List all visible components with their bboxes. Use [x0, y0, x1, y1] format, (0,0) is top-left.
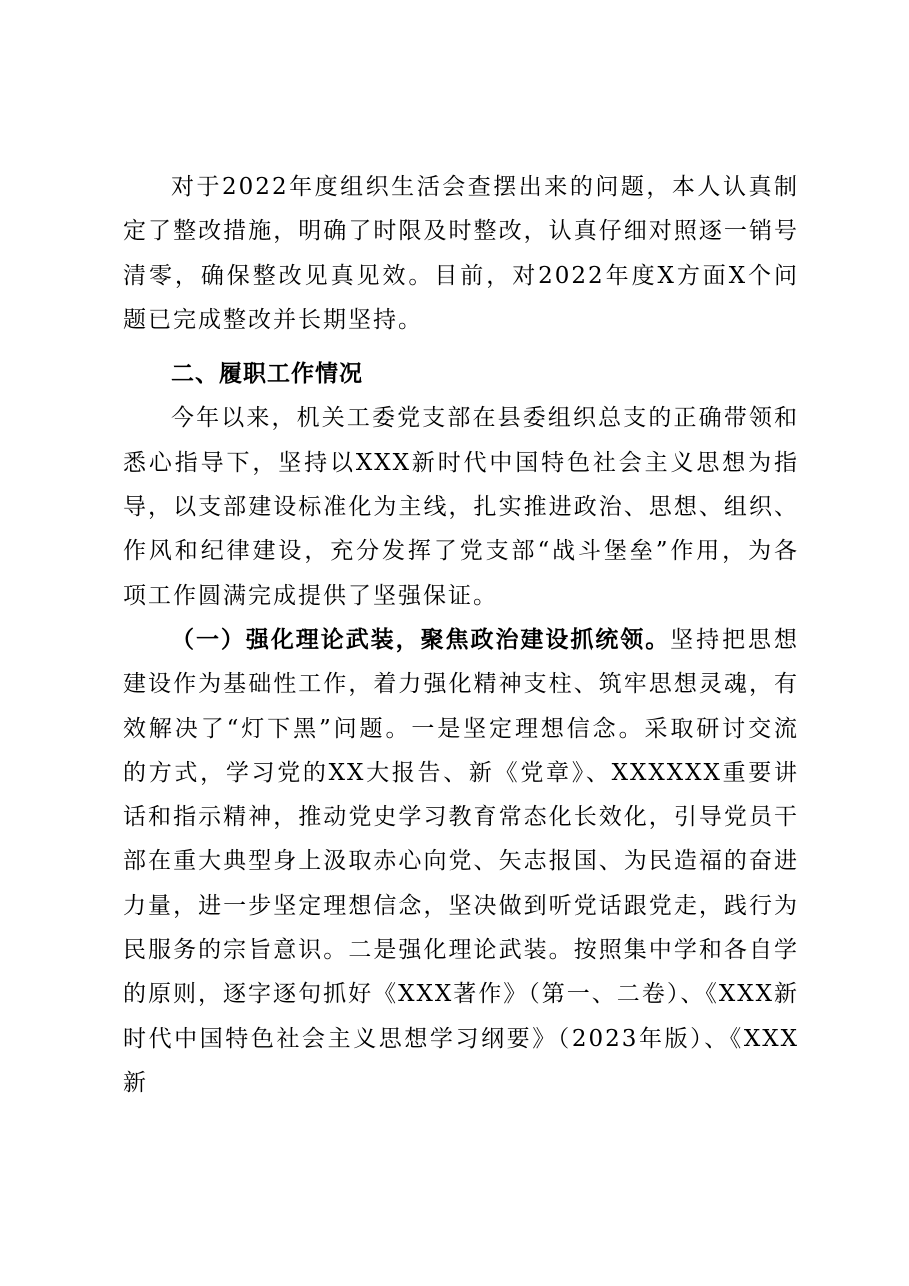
section-heading-duties: 二、履职工作情况	[171, 361, 363, 388]
subsection-heading-theory: （一）强化理论武装，聚焦政治建设抓统领。	[171, 626, 671, 653]
paragraph-theory-armament	[123, 618, 799, 1105]
paragraph-duties-overview: 今年以来，机关工委党支部在县委组织总支的正确带领和悉心指导下，坚持以XXX新时代中国特色社会主义思想为指导，以支部建设标准化为主线，扎实推进政治、思想、组织、作风和纪律建设，充分发挥了党支部“战斗堡垒”作用，为各项工作圆满完成提供了坚强保证。	[123, 405, 799, 609]
subsection-body-theory: 坚持把思想建设作为基础性工作，着力强化精神支柱、筑牢思想灵魂，有效解决了“灯下黑”问题。一是坚定理想信念。采取研讨交流的方式，学习党的XX大报告、新《党章》、XXXXXX重要讲话和指示精神，推动党史学习教育常态化长效化，引导党员干部在重大典型身上汲取赤心向党、矢志报国、为民造福的奋进力量，进一步坚定理想信念，坚决做到听党话跟党走，践行为民服务的宗旨意识。二是强化理论武装。按照集中学和各自学的原则，逐字逐句抓好《XXX著作》（第一、二卷）、《XXX新时代中国特色社会主义思想学习纲要》（2023年版）、《XXX新	[123, 626, 800, 1096]
paragraph-rectification: 对于2022年度组织生活会查摆出来的问题，本人认真制定了整改措施，明确了时限及时整改，认真仔细对照逐一销号清零，确保整改见真见效。目前，对2022年度X方面X个问题已完成整改并长期坚持。	[123, 174, 799, 333]
document-body	[123, 165, 799, 1105]
